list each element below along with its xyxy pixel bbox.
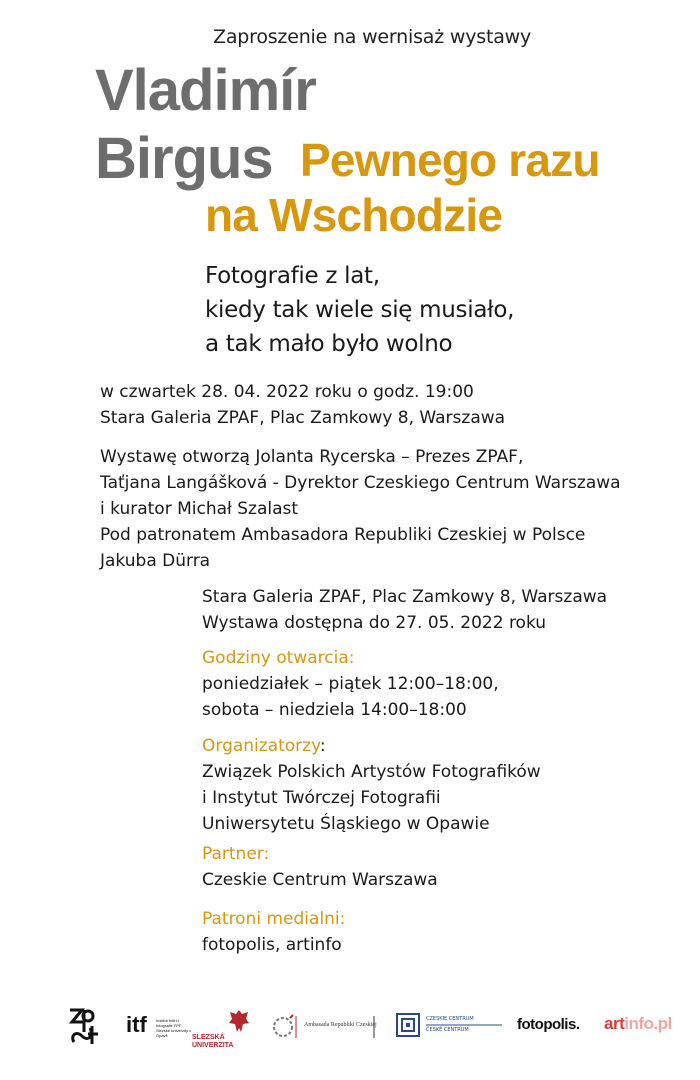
exhibition-title-line2: na Wschodzie	[205, 189, 503, 241]
artist-name	[95, 57, 316, 193]
czech-centre-logo	[396, 1010, 502, 1040]
hours-line: sobota – niedziela 14:00–18:00	[202, 700, 467, 720]
czech-centre-rule	[426, 1024, 502, 1026]
invitation-line: Zaproszenie na wernisaż wystawy	[213, 26, 532, 48]
partner-section	[202, 841, 438, 893]
hours-line: poniedziałek – piątek 12:00–18:00,	[202, 674, 499, 694]
czech-centre-icon	[396, 1013, 420, 1037]
hours-heading: Godziny otwarcia:	[202, 648, 355, 668]
opening-line: Pod patronatem Ambasadora Republiki Czeskiej w Polsce	[100, 525, 586, 545]
subtitle-line: a tak mało było wolno	[205, 331, 453, 357]
fotopolis-logo: fotopolis.	[517, 1016, 580, 1033]
itf-logo	[126, 1012, 192, 1038]
organizers-colon: :	[319, 736, 326, 756]
partner-heading: Partner:	[202, 844, 270, 864]
artist-first-name: Vladimír	[95, 58, 316, 123]
artinfo-logo	[604, 1014, 672, 1034]
organizer-line: Uniwersytetu Śląskiego w Opawie	[202, 814, 490, 834]
exhibition-venue: Stara Galeria ZPAF, Plac Zamkowy 8, Warszawa	[202, 587, 608, 607]
organizers-section	[202, 733, 541, 837]
event-venue: Stara Galeria ZPAF, Plac Zamkowy 8, Warszawa	[100, 408, 506, 428]
slezska-line: SLEZSKÁ	[192, 1034, 225, 1041]
artinfo-logo-art: art	[604, 1014, 625, 1033]
slezska-univerzita-logo	[192, 1034, 233, 1050]
subtitle	[205, 259, 514, 361]
eagle-emblem-icon	[228, 1008, 250, 1034]
event-info	[100, 379, 505, 431]
event-datetime: w czwartek 28. 04. 2022 roku o godz. 19:00	[100, 382, 474, 402]
opening-info	[100, 444, 621, 574]
logo-strip	[0, 1000, 700, 1060]
opening-line: Wystawę otworzą Jolanta Rycerska – Prezes ZPAF,	[100, 447, 524, 467]
artinfo-logo-info: info.pl	[624, 1014, 672, 1033]
itf-logo-small: Institut tvůrčí fotografie FPF Slezské univerzity v Opavě	[156, 1018, 192, 1038]
media-line: fotopolis, artinfo	[202, 935, 342, 955]
zpaf-logo	[66, 1006, 100, 1046]
subtitle-line: Fotografie z lat,	[205, 263, 380, 289]
partner-line: Czeskie Centrum Warszawa	[202, 870, 438, 890]
embassy-logo-text: Ambasada Republiki Czeskiej	[304, 1022, 377, 1028]
czech-centre-line: CZESKIE CENTRUM	[426, 1016, 474, 1022]
opening-line: Jakuba Dürra	[100, 551, 211, 571]
subtitle-line: kiedy tak wiele się musiało,	[205, 297, 515, 323]
organizer-line: Związek Polskich Artystów Fotografików	[202, 762, 541, 782]
exhibition-title-line1: Pewnego razu	[300, 134, 600, 186]
organizers-heading: Organizatorzy	[202, 736, 320, 756]
hours-section	[202, 645, 499, 723]
media-section	[202, 906, 345, 958]
exhibition-availability: Wystawa dostępna do 27. 05. 2022 roku	[202, 613, 547, 633]
media-heading: Patroni medialni:	[202, 909, 346, 929]
embassy-logo	[270, 1014, 380, 1040]
czech-centre-line: ČESKÉ CENTRUM	[426, 1027, 469, 1033]
opening-line: i kurator Michał Szalast	[100, 499, 299, 519]
slezska-line: UNIVERZITA	[192, 1042, 234, 1049]
opening-line: Taťjana Langášková - Dyrektor Czeskiego Centrum Warszawa	[100, 473, 621, 493]
artist-last-name: Birgus	[95, 126, 273, 191]
exhibition-info	[202, 584, 607, 636]
itf-logo-text: itf	[126, 1012, 147, 1037]
organizer-line: i Instytut Twórczej Fotografii	[202, 788, 441, 808]
